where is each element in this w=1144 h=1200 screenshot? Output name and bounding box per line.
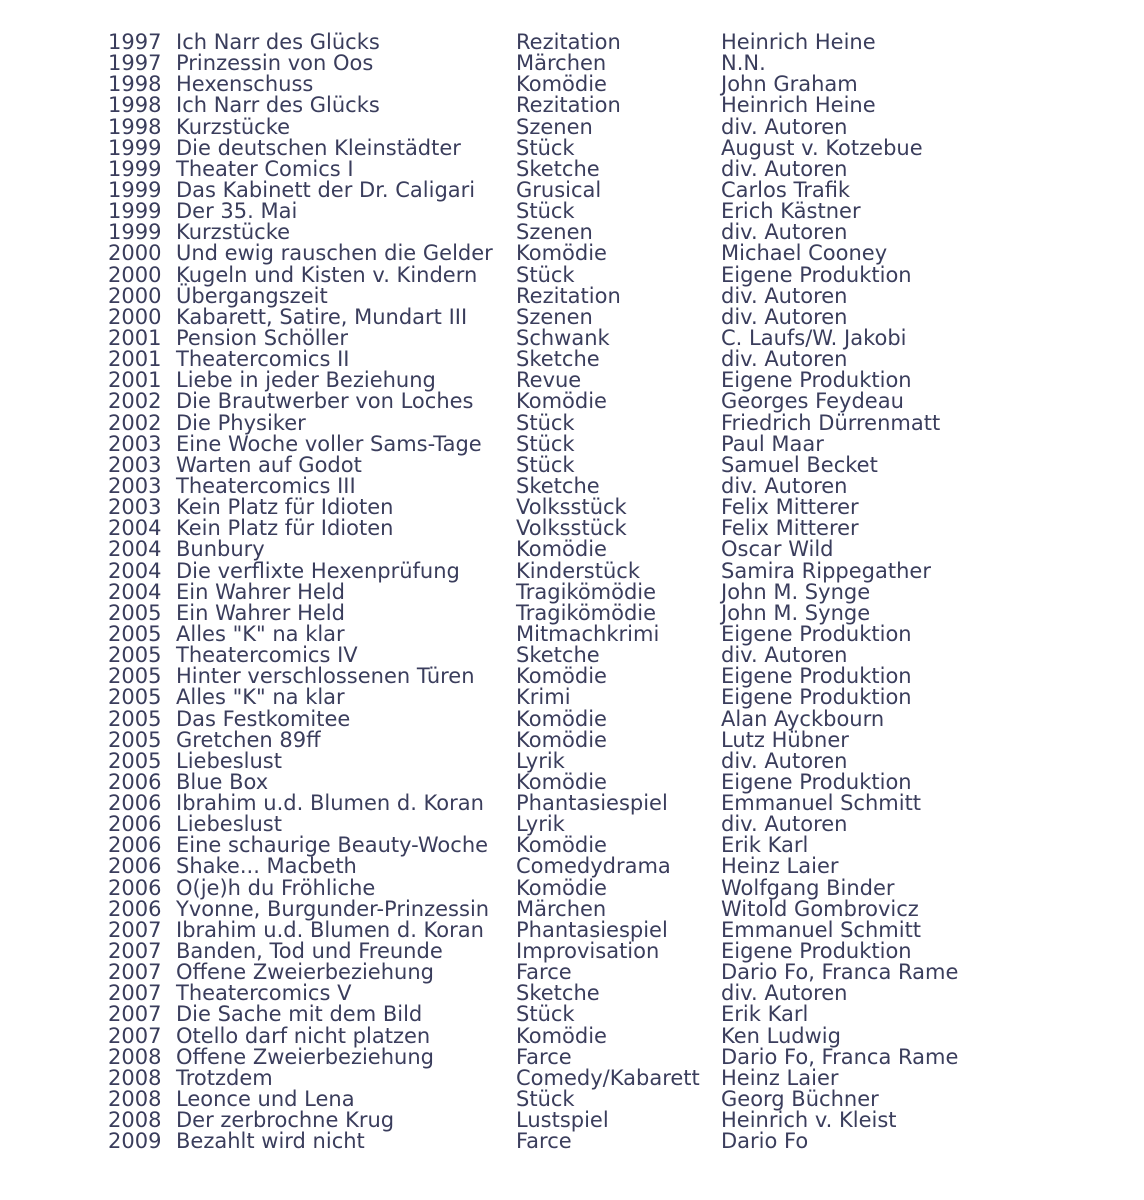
production-author: Eigene Produktion (721, 262, 912, 287)
production-year: 2000 (108, 262, 162, 287)
production-year: 2003 (108, 473, 162, 498)
production-row (108, 706, 988, 731)
production-year: 2004 (108, 558, 162, 583)
production-year: 1998 (108, 72, 162, 97)
production-genre: Komödie (516, 241, 607, 266)
production-genre: Märchen (516, 51, 607, 76)
production-title: Ibrahim u.d. Blumen d. Koran (176, 917, 484, 942)
production-author: div. Autoren (721, 283, 848, 308)
production-genre: Schwank (516, 325, 610, 350)
production-genre: Stück (516, 1087, 575, 1112)
production-title: Die verflixte Hexenprüfung (176, 558, 460, 583)
production-genre: Sketche (516, 473, 600, 498)
production-title: Alles "K" na klar (176, 621, 345, 646)
production-author: Friedrich Dürrenmatt (721, 410, 941, 435)
production-row (108, 32, 988, 53)
production-year: 2005 (108, 727, 162, 752)
production-row (108, 875, 988, 900)
production-year: 2003 (108, 452, 162, 477)
production-author: Eigene Produktion (721, 939, 912, 964)
production-author: John M. Synge (721, 600, 871, 625)
production-genre: Stück (516, 199, 575, 224)
production-genre: Kinderstück (516, 558, 640, 583)
production-title: Das Festkomitee (176, 706, 351, 731)
production-author: Georges Feydeau (721, 389, 904, 414)
production-row (108, 1131, 988, 1152)
production-title: Und ewig rauschen die Gelder (176, 241, 493, 266)
production-author: Felix Mitterer (721, 495, 859, 520)
production-author: Erich Kästner (721, 199, 861, 224)
production-title: Ein Wahrer Held (176, 579, 345, 604)
production-row (108, 1089, 988, 1110)
production-row (108, 243, 988, 264)
production-title: Liebe in jeder Beziehung (176, 368, 436, 393)
production-genre: Sketche (516, 347, 600, 372)
production-year: 1997 (108, 51, 162, 76)
production-year: 2007 (108, 981, 162, 1006)
production-row (108, 53, 988, 74)
production-list (108, 32, 988, 1152)
production-genre: Komödie (516, 833, 607, 858)
production-genre: Grusical (516, 177, 602, 202)
production-row (108, 917, 988, 942)
production-year: 2001 (108, 347, 162, 372)
production-row (108, 558, 988, 583)
production-row (108, 941, 988, 962)
production-row (108, 769, 988, 794)
production-author: Samuel Becket (721, 452, 878, 477)
production-genre: Lyrik (516, 748, 565, 773)
production-row (108, 135, 988, 160)
production-title: Kabarett, Satire, Mundart III (176, 304, 468, 329)
production-genre: Märchen (516, 896, 607, 921)
production-title: Kurzstücke (176, 220, 291, 245)
production-genre: Sketche (516, 981, 600, 1006)
production-year: 2006 (108, 875, 162, 900)
production-genre: Komödie (516, 769, 607, 794)
production-title: Übergangszeit (176, 283, 328, 308)
production-author: Eigene Produktion (721, 664, 912, 689)
production-year: 1999 (108, 156, 162, 181)
production-title: Yvonne, Burgunder-Prinzessin (176, 896, 490, 921)
production-genre: Rezitation (516, 283, 621, 308)
production-year: 2005 (108, 748, 162, 773)
production-genre: Stück (516, 1002, 575, 1027)
production-author: Dario Fo, Franca Rame (721, 1044, 959, 1069)
production-genre: Komödie (516, 727, 607, 752)
production-genre: Sketche (516, 643, 600, 668)
production-title: Der 35. Mai (176, 199, 298, 224)
production-row (108, 370, 988, 391)
production-row (108, 452, 988, 477)
production-year: 2008 (108, 1044, 162, 1069)
production-year: 2008 (108, 1065, 162, 1090)
production-genre: Komödie (516, 389, 607, 414)
production-title: Otello darf nicht platzen (176, 1023, 431, 1048)
production-row (108, 579, 988, 604)
production-author: div. Autoren (721, 643, 848, 668)
production-row (108, 304, 988, 329)
production-genre: Komödie (516, 664, 607, 689)
production-row (108, 325, 988, 350)
production-title: Theatercomics IV (176, 643, 358, 668)
production-author: Oscar Wild (721, 537, 834, 562)
production-author: div. Autoren (721, 812, 848, 837)
production-row (108, 262, 988, 287)
production-author: Eigene Produktion (721, 769, 912, 794)
production-genre: Komödie (516, 875, 607, 900)
production-author: Lutz Hübner (721, 727, 849, 752)
production-genre: Comedy/Kabarett (516, 1065, 700, 1090)
production-author: John M. Synge (721, 579, 871, 604)
production-genre: Volksstück (516, 495, 627, 520)
production-title: Shake... Macbeth (176, 854, 357, 879)
production-genre: Phantasiespiel (516, 917, 668, 942)
production-year: 2007 (108, 917, 162, 942)
production-genre: Mitmachkrimi (516, 621, 660, 646)
production-author: div. Autoren (721, 304, 848, 329)
production-author: Heinrich Heine (721, 30, 876, 54)
production-genre: Comedydrama (516, 854, 671, 879)
production-title: Trotzdem (176, 1065, 273, 1090)
production-year: 2007 (108, 1002, 162, 1027)
production-year: 2009 (108, 1129, 162, 1154)
production-year: 2000 (108, 241, 162, 266)
production-row (108, 1023, 988, 1048)
production-author: N.N. (721, 51, 766, 76)
production-author: div. Autoren (721, 748, 848, 773)
production-author: Eigene Produktion (721, 685, 912, 710)
production-title: Die Sache mit dem Bild (176, 1002, 423, 1027)
production-author: Emmanuel Schmitt (721, 917, 922, 942)
production-row (108, 74, 988, 95)
production-author: Erik Karl (721, 1002, 809, 1027)
production-author: Michael Cooney (721, 241, 888, 266)
production-year: 1998 (108, 93, 162, 118)
production-row (108, 473, 988, 498)
production-title: Hinter verschlossenen Türen (176, 664, 475, 689)
production-year: 2006 (108, 812, 162, 837)
production-author: div. Autoren (721, 114, 848, 139)
production-title: Hexenschuss (176, 72, 314, 97)
production-title: Theatercomics III (176, 473, 356, 498)
production-year: 2006 (108, 833, 162, 858)
production-author: div. Autoren (721, 981, 848, 1006)
production-row (108, 1004, 988, 1025)
production-year: 2004 (108, 537, 162, 562)
production-row (108, 177, 988, 202)
production-genre: Komödie (516, 537, 607, 562)
production-row (108, 410, 988, 435)
production-year: 2005 (108, 685, 162, 710)
production-author: Witold Gombrovicz (721, 896, 919, 921)
production-row (108, 1044, 988, 1069)
production-author: Eigene Produktion (721, 621, 912, 646)
production-author: Felix Mitterer (721, 516, 859, 541)
production-genre: Rezitation (516, 30, 621, 54)
production-author: Ken Ludwig (721, 1023, 841, 1048)
production-title: Ibrahim u.d. Blumen d. Koran (176, 791, 484, 816)
production-row (108, 431, 988, 456)
production-genre: Farce (516, 960, 572, 985)
production-title: Ich Narr des Glücks (176, 93, 380, 118)
production-title: O(je)h du Fröhliche (176, 875, 376, 900)
production-genre: Krimi (516, 685, 571, 710)
production-year: 2003 (108, 431, 162, 456)
production-year: 2008 (108, 1108, 162, 1133)
production-title: Der zerbrochne Krug (176, 1108, 395, 1133)
production-year: 2005 (108, 706, 162, 731)
production-year: 2004 (108, 516, 162, 541)
production-year: 2005 (108, 664, 162, 689)
production-author: div. Autoren (721, 347, 848, 372)
production-genre: Phantasiespiel (516, 791, 668, 816)
production-year: 2004 (108, 579, 162, 604)
production-year: 2001 (108, 368, 162, 393)
production-genre: Tragikömödie (516, 600, 657, 625)
production-row (108, 621, 988, 646)
production-genre: Sketche (516, 156, 600, 181)
production-year: 2006 (108, 896, 162, 921)
production-genre: Farce (516, 1129, 572, 1154)
production-year: 2003 (108, 495, 162, 520)
production-genre: Lyrik (516, 812, 565, 837)
production-title: Theatercomics II (176, 347, 350, 372)
production-title: Ich Narr des Glücks (176, 30, 380, 54)
production-genre: Komödie (516, 1023, 607, 1048)
production-row (108, 1065, 988, 1090)
production-row (108, 156, 988, 181)
production-row (108, 349, 988, 370)
production-title: Blue Box (176, 769, 269, 794)
production-title: Leonce und Lena (176, 1087, 355, 1112)
production-genre: Szenen (516, 114, 593, 139)
production-author: Dario Fo, Franca Rame (721, 960, 959, 985)
production-title: Bunbury (176, 537, 265, 562)
production-genre: Lustspiel (516, 1108, 609, 1133)
production-year: 2001 (108, 325, 162, 350)
production-year: 2007 (108, 960, 162, 985)
production-row (108, 835, 988, 856)
production-year: 1997 (108, 30, 162, 54)
production-row (108, 283, 988, 308)
production-row (108, 983, 988, 1004)
production-genre: Stück (516, 431, 575, 456)
production-year: 2002 (108, 410, 162, 435)
production-title: Gretchen 89ff (176, 727, 321, 752)
production-row (108, 687, 988, 708)
production-title: Die deutschen Kleinstädter (176, 135, 461, 160)
production-row (108, 95, 988, 116)
production-author: August v. Kotzebue (721, 135, 923, 160)
production-author: Carlos Trafik (721, 177, 851, 202)
production-genre: Szenen (516, 304, 593, 329)
production-title: Warten auf Godot (176, 452, 362, 477)
production-author: John Graham (721, 72, 858, 97)
production-year: 2005 (108, 600, 162, 625)
production-title: Die Physiker (176, 410, 306, 435)
production-genre: Improvisation (516, 939, 660, 964)
production-author: Dario Fo (721, 1129, 809, 1154)
production-year: 1999 (108, 199, 162, 224)
production-genre: Rezitation (516, 93, 621, 118)
production-row (108, 391, 988, 412)
production-title: Ein Wahrer Held (176, 600, 345, 625)
production-title: Pension Schöller (176, 325, 349, 350)
production-author: Alan Ayckbourn (721, 706, 885, 731)
production-author: div. Autoren (721, 156, 848, 181)
production-row (108, 600, 988, 625)
production-author: Wolfgang Binder (721, 875, 895, 900)
production-year: 2005 (108, 643, 162, 668)
production-title: Kurzstücke (176, 114, 291, 139)
production-genre: Stück (516, 410, 575, 435)
production-author: Eigene Produktion (721, 368, 912, 393)
production-row (108, 814, 988, 835)
production-title: Eine schaurige Beauty-Woche (176, 833, 489, 858)
production-row (108, 856, 988, 877)
production-genre: Tragikömödie (516, 579, 657, 604)
production-genre: Stück (516, 452, 575, 477)
production-year: 2007 (108, 939, 162, 964)
production-row (108, 518, 988, 539)
production-author: Georg Büchner (721, 1087, 879, 1112)
production-row (108, 962, 988, 983)
production-title: Prinzessin von Oos (176, 51, 374, 76)
production-row (108, 793, 988, 814)
production-title: Theatercomics V (176, 981, 352, 1006)
production-year: 2006 (108, 791, 162, 816)
production-year: 1998 (108, 114, 162, 139)
production-genre: Stück (516, 135, 575, 160)
production-year: 2002 (108, 389, 162, 414)
production-row (108, 114, 988, 139)
production-year: 2005 (108, 621, 162, 646)
production-row (108, 748, 988, 773)
production-title: Eine Woche voller Sams-Tage (176, 431, 482, 456)
production-row (108, 201, 988, 222)
production-genre: Volksstück (516, 516, 627, 541)
production-row (108, 645, 988, 666)
production-genre: Szenen (516, 220, 593, 245)
production-author: Paul Maar (721, 431, 824, 456)
production-title: Kugeln und Kisten v. Kindern (176, 262, 478, 287)
production-title: Liebeslust (176, 748, 282, 773)
production-author: Heinz Laier (721, 1065, 839, 1090)
production-genre: Revue (516, 368, 582, 393)
production-title: Liebeslust (176, 812, 282, 837)
production-row (108, 539, 988, 560)
production-title: Die Brautwerber von Loches (176, 389, 474, 414)
production-title: Kein Platz für Idioten (176, 495, 394, 520)
production-row (108, 1110, 988, 1131)
production-author: div. Autoren (721, 473, 848, 498)
production-year: 1999 (108, 220, 162, 245)
production-author: Erik Karl (721, 833, 809, 858)
production-year: 1999 (108, 177, 162, 202)
production-author: Emmanuel Schmitt (721, 791, 922, 816)
production-title: Bezahlt wird nicht (176, 1129, 365, 1154)
production-year: 1999 (108, 135, 162, 160)
production-author: Heinrich v. Kleist (721, 1108, 897, 1133)
production-year: 2006 (108, 854, 162, 879)
production-genre: Stück (516, 262, 575, 287)
production-author: Samira Rippegather (721, 558, 931, 583)
production-row (108, 222, 988, 243)
production-row (108, 896, 988, 921)
production-title: Kein Platz für Idioten (176, 516, 394, 541)
production-title: Banden, Tod und Freunde (176, 939, 443, 964)
production-row (108, 497, 988, 518)
production-author: C. Laufs/W. Jakobi (721, 325, 907, 350)
production-title: Offene Zweierbeziehung (176, 960, 434, 985)
production-title: Offene Zweierbeziehung (176, 1044, 434, 1069)
production-row (108, 666, 988, 687)
production-author: Heinrich Heine (721, 93, 876, 118)
production-title: Alles "K" na klar (176, 685, 345, 710)
production-year: 2006 (108, 769, 162, 794)
production-author: div. Autoren (721, 220, 848, 245)
production-row (108, 727, 988, 752)
production-author: Heinz Laier (721, 854, 839, 879)
production-genre: Komödie (516, 72, 607, 97)
production-genre: Komödie (516, 706, 607, 731)
production-genre: Farce (516, 1044, 572, 1069)
production-title: Theater Comics I (176, 156, 354, 181)
production-year: 2007 (108, 1023, 162, 1048)
production-year: 2000 (108, 283, 162, 308)
production-year: 2000 (108, 304, 162, 329)
production-year: 2008 (108, 1087, 162, 1112)
production-title: Das Kabinett der Dr. Caligari (176, 177, 476, 202)
